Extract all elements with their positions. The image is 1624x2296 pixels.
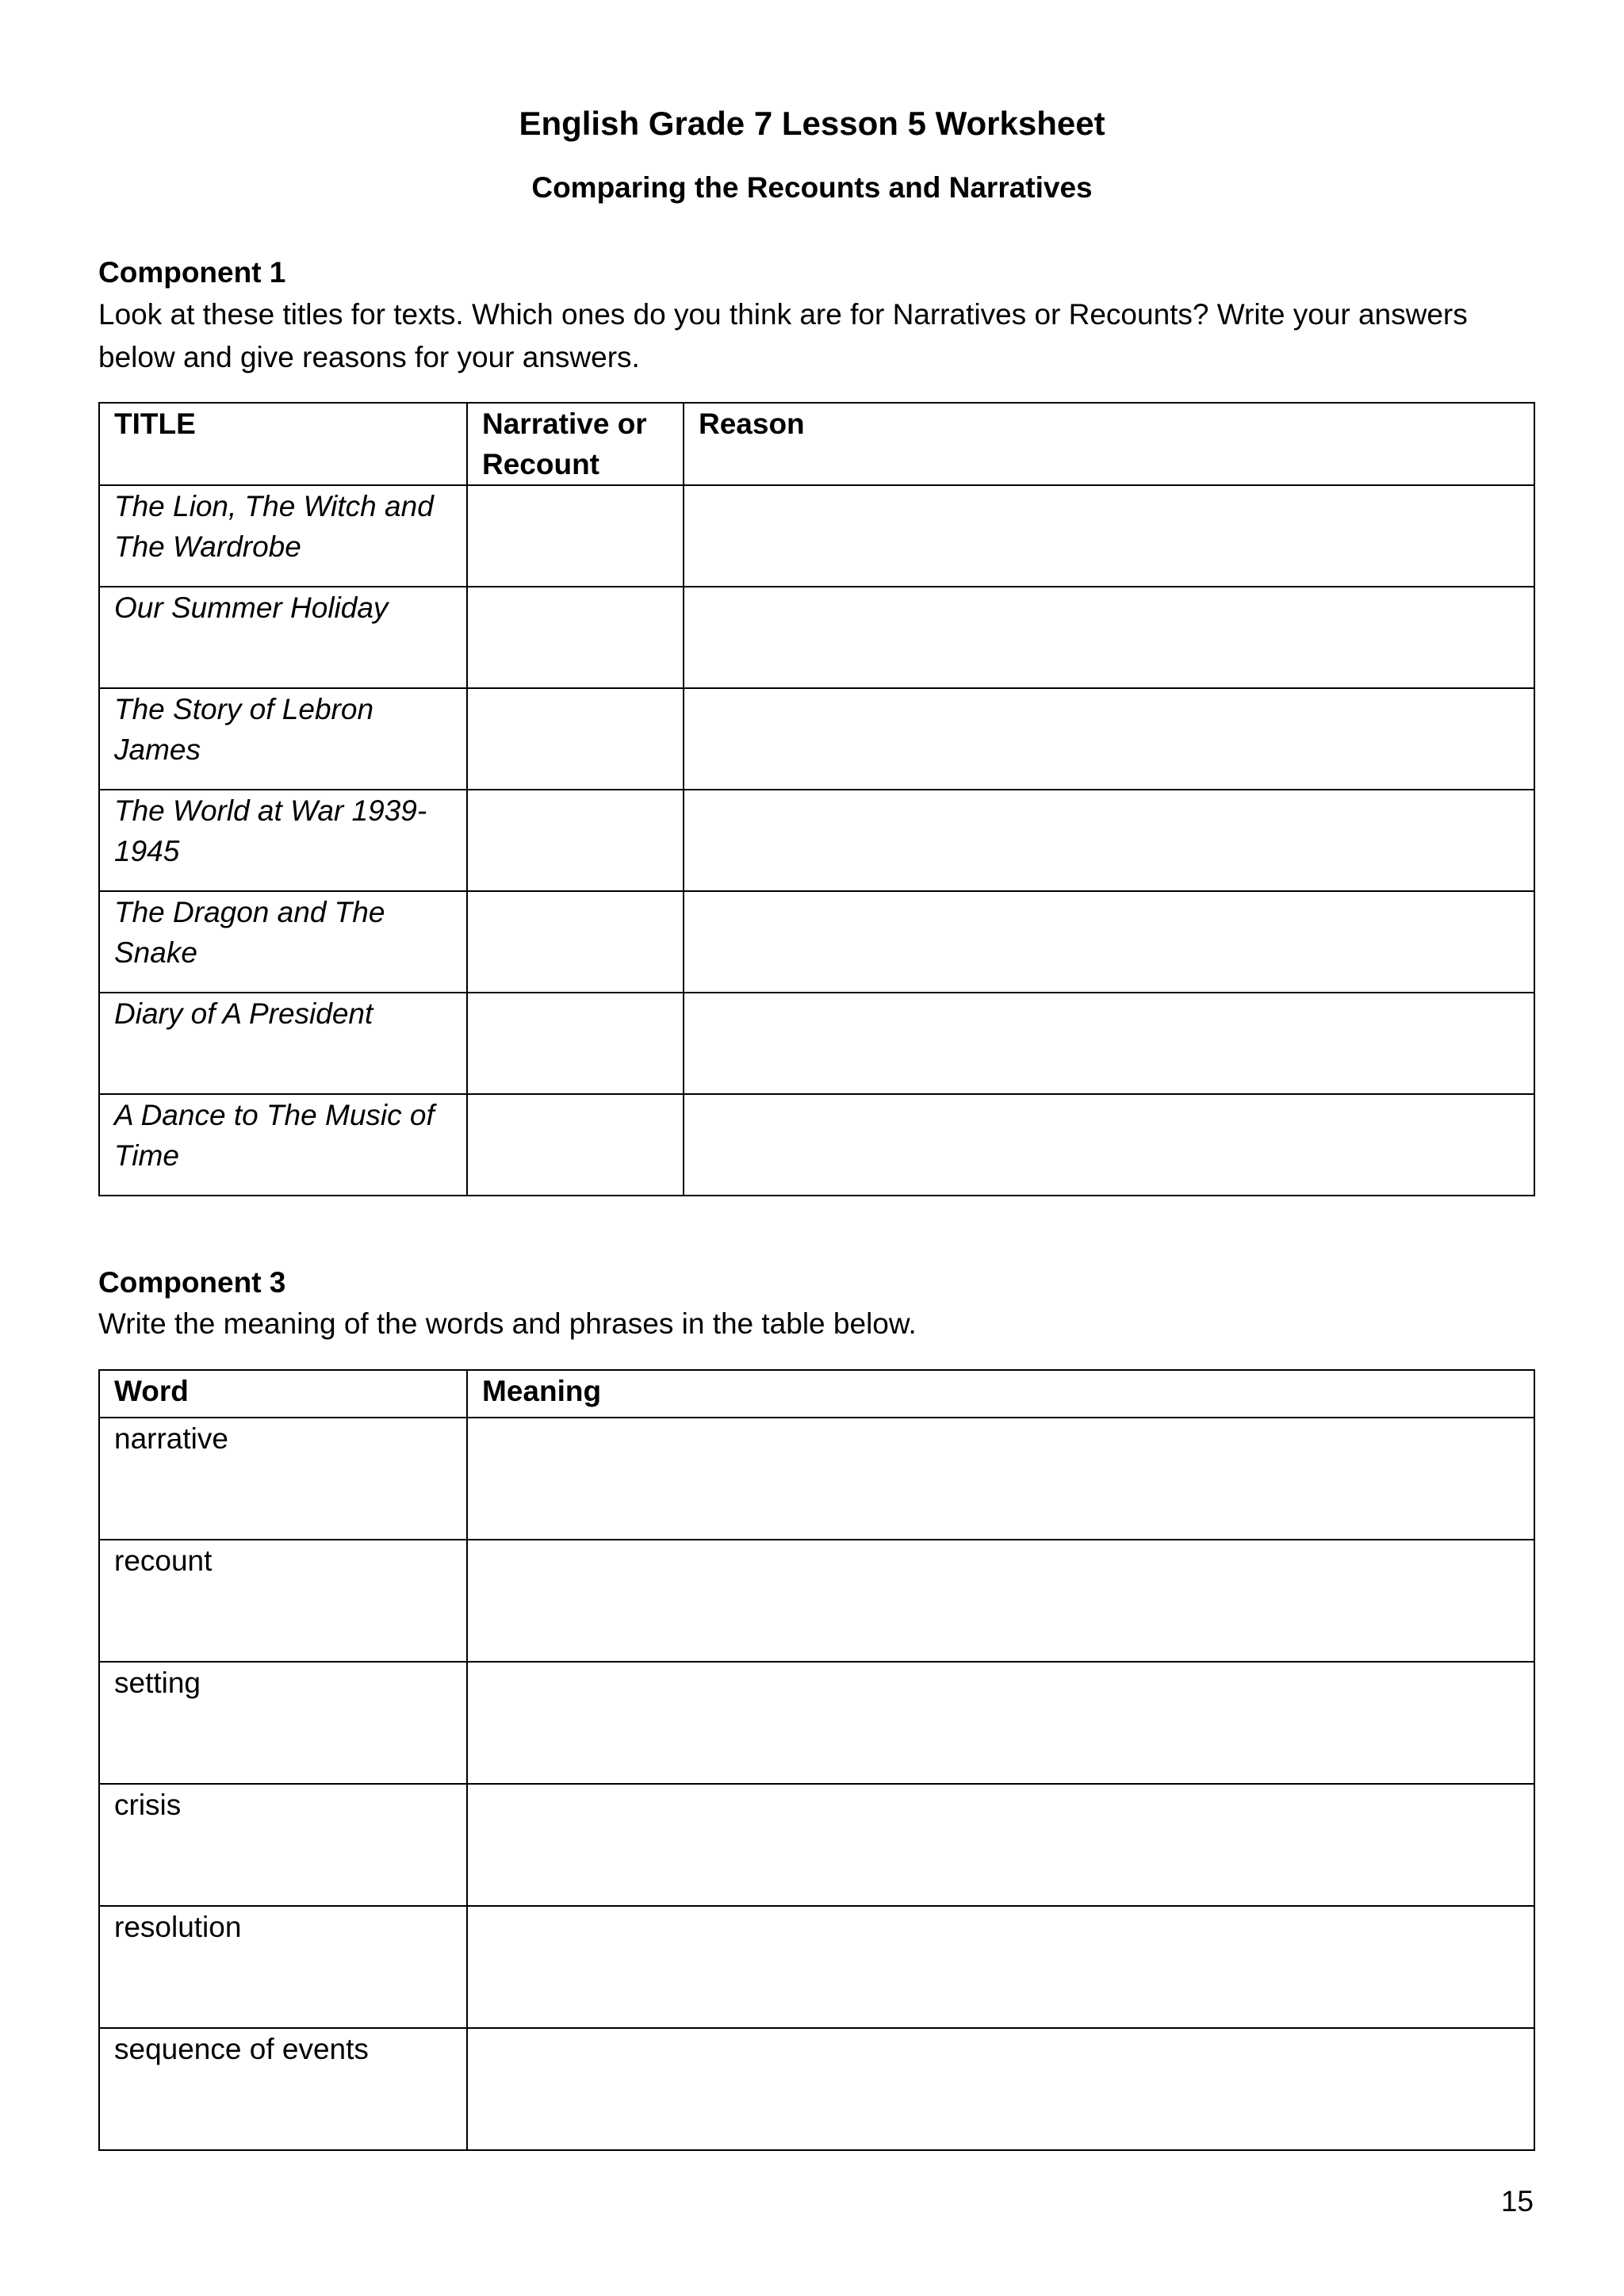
narrative-or-recount-answer-cell[interactable]: [467, 790, 684, 891]
text-title-cell: Diary of A President: [99, 993, 467, 1094]
table-row: [99, 1906, 1534, 2028]
column-header-word: Word: [99, 1370, 467, 1418]
component-1-heading: Component 1: [98, 256, 286, 289]
text-title-cell: The Story of Lebron James: [99, 688, 467, 790]
word-cell: setting: [99, 1662, 467, 1784]
reason-answer-cell[interactable]: [684, 1094, 1534, 1196]
vocabulary-table-header-row: [99, 1370, 1534, 1418]
table-row: [99, 891, 1534, 993]
text-title-cell: The Lion, The Witch and The Wardrobe: [99, 485, 467, 587]
reason-answer-cell[interactable]: [684, 891, 1534, 993]
page-subtitle: Comparing the Recounts and Narratives: [531, 171, 1093, 204]
text-title-cell: Our Summer Holiday: [99, 587, 467, 688]
component-3-heading: Component 3: [98, 1266, 286, 1299]
text-title-cell: The World at War 1939-1945: [99, 790, 467, 891]
table-row: [99, 993, 1534, 1094]
reason-answer-cell[interactable]: [684, 993, 1534, 1094]
table-row: [99, 1662, 1534, 1784]
meaning-answer-cell[interactable]: [467, 1662, 1534, 1784]
table-row: [99, 1540, 1534, 1662]
word-cell: crisis: [99, 1784, 467, 1906]
column-header-reason: Reason: [684, 403, 1534, 485]
component-3-instructions: Write the meaning of the words and phrases in the table below.: [98, 1307, 917, 1340]
meaning-answer-cell[interactable]: [467, 1418, 1534, 1540]
table-row: [99, 485, 1534, 587]
narrative-or-recount-answer-cell[interactable]: [467, 891, 684, 993]
table-row: [99, 790, 1534, 891]
component-1-instructions: Look at these titles for texts. Which ones do you think are for Narratives or Recounts? Write your answers below and give reasons for your answers.: [98, 298, 1468, 373]
table-row: [99, 1418, 1534, 1540]
meaning-answer-cell[interactable]: [467, 1784, 1534, 1906]
reason-answer-cell[interactable]: [684, 587, 1534, 688]
vocabulary-table: [98, 1369, 1535, 2151]
table-row: [99, 1094, 1534, 1196]
narrative-or-recount-answer-cell[interactable]: [467, 688, 684, 790]
column-header-meaning: Meaning: [467, 1370, 1534, 1418]
text-title-cell: A Dance to The Music of Time: [99, 1094, 467, 1196]
word-cell: resolution: [99, 1906, 467, 2028]
narrative-or-recount-answer-cell[interactable]: [467, 993, 684, 1094]
table-row: [99, 2028, 1534, 2150]
narrative-or-recount-answer-cell[interactable]: [467, 587, 684, 688]
narrative-or-recount-answer-cell[interactable]: [467, 485, 684, 587]
meaning-answer-cell[interactable]: [467, 1540, 1534, 1662]
word-cell: recount: [99, 1540, 467, 1662]
word-cell: sequence of events: [99, 2028, 467, 2150]
reason-answer-cell[interactable]: [684, 688, 1534, 790]
table-row: [99, 688, 1534, 790]
page-title: English Grade 7 Lesson 5 Worksheet: [519, 105, 1105, 142]
reason-answer-cell[interactable]: [684, 485, 1534, 587]
table-row: [99, 587, 1534, 688]
narrative-or-recount-answer-cell[interactable]: [467, 1094, 684, 1196]
titles-table: [98, 402, 1535, 1196]
word-cell: narrative: [99, 1418, 467, 1540]
page-number: 15: [1500, 2185, 1534, 2218]
table-row: [99, 1784, 1534, 1906]
reason-answer-cell[interactable]: [684, 790, 1534, 891]
text-title-cell: The Dragon and The Snake: [99, 891, 467, 993]
column-header-narrative-or-recount: Narrative or Recount: [467, 403, 684, 485]
titles-table-header-row: [99, 403, 1534, 485]
meaning-answer-cell[interactable]: [467, 2028, 1534, 2150]
meaning-answer-cell[interactable]: [467, 1906, 1534, 2028]
column-header-title: TITLE: [99, 403, 467, 485]
